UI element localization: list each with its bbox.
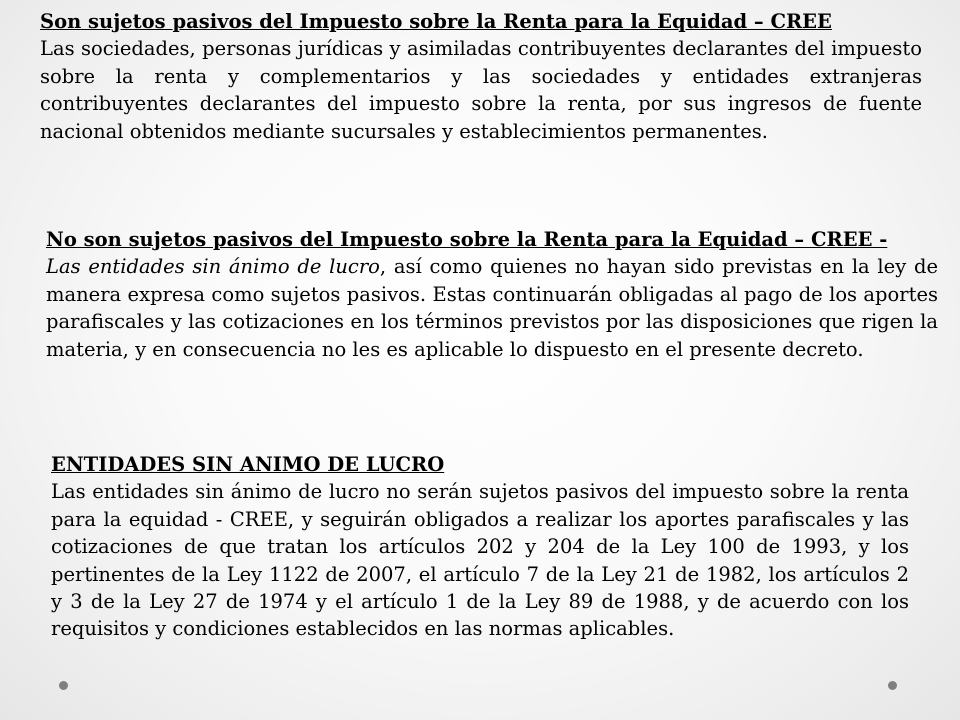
section-heading: No son sujetos pasivos del Impuesto sobre la Renta para la Equidad – CREE -: [46, 228, 888, 251]
decorative-dot-icon: [888, 681, 897, 690]
section-body: Las entidades sin ánimo de lucro no serán sujetos pasivos del impuesto sobre la renta para la equidad - CREE, y seguirán obligados a realizar los aportes parafiscales y las cotizaciones de que tratan los artículos 202 y 204 de la Ley 100 de 1993, y los pertinentes de la Ley 1122 de 2007, el artículo 7 de la Ley 21 de 1982, los artículos 2 y 3 de la Ley 27 de 1974 y el artículo 1 de la Ley 89 de 1988, y de acuerdo con los requisitos y condiciones establecidos en las normas aplicables.: [51, 480, 909, 641]
section-body: Las sociedades, personas jurídicas y asimiladas contribuyentes declarantes del impuesto sobre la renta y complementarios y las sociedades y entidades extranjeras contribuyentes declarantes del impuesto sobre la renta, por sus ingresos de fuente nacional obtenidos mediante sucursales y establecimientos permanentes.: [40, 37, 922, 143]
section-entidades-sin-animo-de-lucro: [51, 451, 909, 643]
section-body: [46, 253, 938, 363]
decorative-dot-icon: [59, 681, 68, 690]
section-sujetos-pasivos: [40, 8, 922, 145]
section-heading: Son sujetos pasivos del Impuesto sobre la Renta para la Equidad – CREE: [40, 10, 832, 33]
section-no-sujetos-pasivos: [46, 226, 938, 363]
body-rest: , así como quienes no hayan sido previstas en la ley de manera expresa como sujetos pasivos. Estas continuarán obligadas al pago de los aportes parafiscales y las cotizaciones en los términos previstos por las disposiciones que rigen la materia, y en consecuencia no les es aplicable lo dispuesto en el presente decreto.: [46, 255, 938, 361]
body-italic-phrase: Las entidades sin ánimo de lucro: [46, 255, 380, 279]
section-heading: ENTIDADES SIN ANIMO DE LUCRO: [51, 453, 445, 476]
